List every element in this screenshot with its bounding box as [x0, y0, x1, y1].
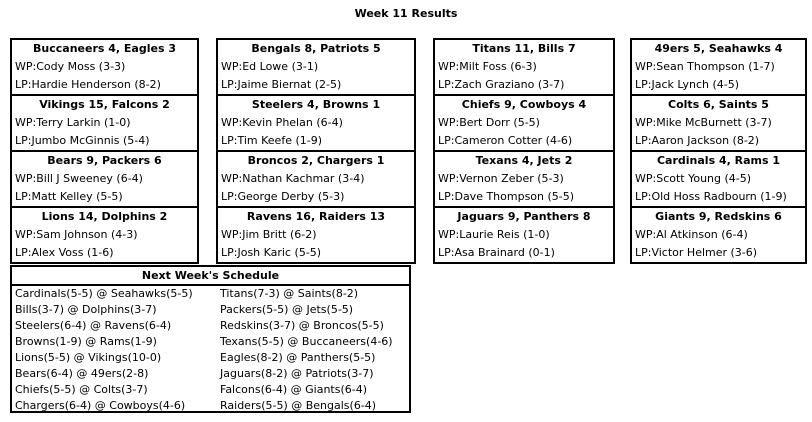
game-result [435, 150, 613, 206]
schedule-matchup: Titans(7-3) @ Saints(8-2) [220, 287, 359, 300]
schedule-matchup: Steelers(6-4) @ Ravens(6-4) [15, 319, 172, 332]
schedule-grid [12, 286, 409, 414]
game-score: Jaguars 9, Panthers 8 [457, 210, 591, 223]
game-result [218, 94, 414, 150]
schedule-matchup: Lions(5-5) @ Vikings(10-0) [15, 351, 162, 364]
game-score: Steelers 4, Browns 1 [251, 98, 381, 111]
schedule-matchup: Chiefs(5-5) @ Colts(3-7) [15, 383, 148, 396]
next-week-schedule [10, 265, 411, 413]
schedule-matchup: Browns(1-9) @ Rams(1-9) [15, 335, 157, 348]
game-score: Ravens 16, Raiders 13 [246, 210, 386, 223]
losing-pitcher: LP:Dave Thompson (5-5) [438, 190, 575, 203]
game-score: Chiefs 9, Cowboys 4 [461, 98, 587, 111]
game-result [632, 206, 805, 262]
winning-pitcher: WP:Jim Britt (6-2) [221, 228, 317, 241]
winning-pitcher: WP:Sam Johnson (4-3) [15, 228, 138, 241]
winning-pitcher: WP:Nathan Kachmar (3-4) [221, 172, 365, 185]
schedule-matchup: Falcons(6-4) @ Giants(6-4) [220, 383, 368, 396]
game-score: Vikings 15, Falcons 2 [39, 98, 170, 111]
schedule-matchup: Redskins(3-7) @ Broncos(5-5) [220, 319, 384, 332]
game-result [12, 40, 197, 94]
losing-pitcher: LP:Jaime Biernat (2-5) [221, 78, 342, 91]
results-column [216, 38, 416, 264]
results-column [10, 38, 199, 264]
winning-pitcher: WP:Sean Thompson (1-7) [635, 60, 775, 73]
schedule-matchup: Bills(3-7) @ Dolphins(3-7) [15, 303, 157, 316]
page-title: Week 11 Results [354, 7, 458, 20]
winning-pitcher: WP:Bert Dorr (5-5) [438, 116, 540, 129]
winning-pitcher: WP:Scott Young (4-5) [635, 172, 752, 185]
losing-pitcher: LP:Hardie Henderson (8-2) [15, 78, 161, 91]
losing-pitcher: LP:George Derby (5-3) [221, 190, 345, 203]
game-score: Broncos 2, Chargers 1 [247, 154, 385, 167]
game-score: 49ers 5, Seahawks 4 [654, 42, 783, 55]
losing-pitcher: LP:Alex Voss (1-6) [15, 246, 114, 259]
winning-pitcher: WP:Mike McBurnett (3-7) [635, 116, 772, 129]
game-result [12, 206, 197, 262]
losing-pitcher: LP:Matt Kelley (5-5) [15, 190, 123, 203]
schedule-matchup: Bears(6-4) @ 49ers(2-8) [15, 367, 149, 380]
winning-pitcher: WP:Ed Lowe (3-1) [221, 60, 319, 73]
game-score: Titans 11, Bills 7 [472, 42, 576, 55]
schedule-matchup: Texans(5-5) @ Buccaneers(4-6) [220, 335, 393, 348]
game-result [632, 150, 805, 206]
winning-pitcher: WP:Vernon Zeber (5-3) [438, 172, 564, 185]
losing-pitcher: LP:Tim Keefe (1-9) [221, 134, 323, 147]
game-result [435, 40, 613, 94]
game-score: Colts 6, Saints 5 [668, 98, 769, 111]
game-result [12, 94, 197, 150]
losing-pitcher: LP:Jack Lynch (4-5) [635, 78, 740, 91]
losing-pitcher: LP:Aaron Jackson (8-2) [635, 134, 760, 147]
schedule-matchup: Raiders(5-5) @ Bengals(6-4) [220, 399, 377, 412]
game-result [632, 94, 805, 150]
schedule-title: Next Week's Schedule [12, 267, 409, 286]
game-score: Bears 9, Packers 6 [47, 154, 162, 167]
schedule-matchup: Cardinals(5-5) @ Seahawks(5-5) [15, 287, 193, 300]
losing-pitcher: LP:Old Hoss Radbourn (1-9) [635, 190, 787, 203]
schedule-matchup: Jaguars(8-2) @ Patriots(3-7) [220, 367, 374, 380]
results-column [630, 38, 807, 264]
losing-pitcher: LP:Josh Karic (5-5) [221, 246, 322, 259]
results-column [433, 38, 615, 264]
game-result [435, 206, 613, 262]
winning-pitcher: WP:Kevin Phelan (6-4) [221, 116, 343, 129]
schedule-matchup: Packers(5-5) @ Jets(5-5) [220, 303, 354, 316]
game-score: Cardinals 4, Rams 1 [656, 154, 780, 167]
game-result [435, 94, 613, 150]
losing-pitcher: LP:Asa Brainard (0-1) [438, 246, 555, 259]
game-result [218, 206, 414, 262]
losing-pitcher: LP:Victor Helmer (3-6) [635, 246, 758, 259]
winning-pitcher: WP:Cody Moss (3-3) [15, 60, 126, 73]
winning-pitcher: WP:Bill J Sweeney (6-4) [15, 172, 143, 185]
schedule-matchup: Eagles(8-2) @ Panthers(5-5) [220, 351, 376, 364]
losing-pitcher: LP:Jumbo McGinnis (5-4) [15, 134, 150, 147]
winning-pitcher: WP:Al Atkinson (6-4) [635, 228, 748, 241]
game-result [632, 40, 805, 94]
winning-pitcher: WP:Laurie Reis (1-0) [438, 228, 550, 241]
winning-pitcher: WP:Milt Foss (6-3) [438, 60, 537, 73]
losing-pitcher: LP:Cameron Cotter (4-6) [438, 134, 573, 147]
game-score: Giants 9, Redskins 6 [655, 210, 782, 223]
schedule-matchup: Chargers(6-4) @ Cowboys(4-6) [15, 399, 186, 412]
losing-pitcher: LP:Zach Graziano (3-7) [438, 78, 565, 91]
game-score: Lions 14, Dolphins 2 [41, 210, 168, 223]
game-score: Bengals 8, Patriots 5 [251, 42, 381, 55]
game-score: Texans 4, Jets 2 [475, 154, 573, 167]
game-result [218, 40, 414, 94]
game-result [12, 150, 197, 206]
game-score: Buccaneers 4, Eagles 3 [33, 42, 176, 55]
game-result [218, 150, 414, 206]
winning-pitcher: WP:Terry Larkin (1-0) [15, 116, 131, 129]
